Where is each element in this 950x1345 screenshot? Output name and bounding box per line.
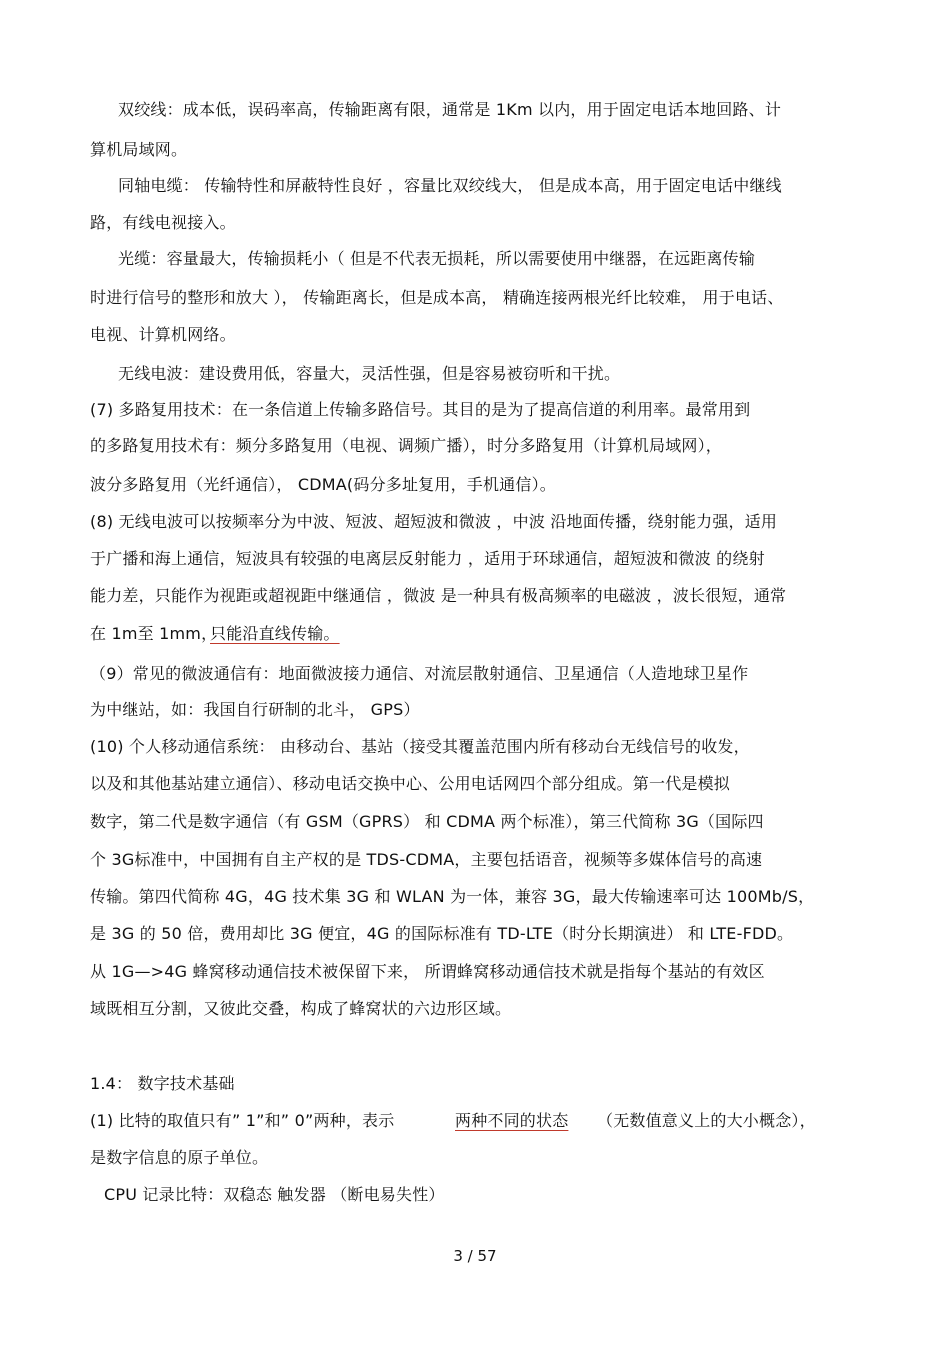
- text-line: 从 1G—>4G 蜂窝移动通信技术被保留下来， 所谓蜂窝移动通信技术就是指每个基站的有效区: [90, 962, 765, 981]
- text-line: 时进行信号的整形和放大 ）， 传输距离长，但是成本高， 精确连接两根光纤比较难， 用于电话、: [90, 288, 784, 307]
- text-line: 光缆：容量最大，传输损耗小（ 但是不代表无损耗，所以需要使用中继器，在远距离传输: [118, 249, 756, 268]
- text-line: CPU 记录比特：双稳态 触发器 （断电易失性）: [104, 1185, 445, 1204]
- text-line: 是 3G 的 50 倍，费用却比 3G 便宜，4G 的国际标准有 TD-LTE（时分长期演进） 和 LTE-FDD。: [90, 924, 794, 943]
- text-line: (1) 比特的取值只有” 1”和” 0”两种，表示: [90, 1111, 395, 1130]
- text-line: 波分多路复用（光纤通信）， CDMA(码分多址复用，手机通信）。: [90, 475, 556, 494]
- text-line: 个 3G标准中，中国拥有自主产权的是 TDS-CDMA，主要包括语音，视频等多媒体信号的高速: [90, 850, 763, 869]
- text-line: 路，有线电视接入。: [90, 213, 236, 232]
- text-line: （9）常见的微波通信有：地面微波接力通信、对流层散射通信、卫星通信（人造地球卫星作: [90, 664, 749, 683]
- page-number: 3 / 57: [453, 1247, 497, 1265]
- text-line: (8) 无线电波可以按频率分为中波、短波、超短波和微波 ，中波 沿地面传播，绕射能力强，适用: [90, 512, 778, 531]
- text-line: (10) 个人移动通信系统： 由移动台、基站（接受其覆盖范围内所有移动台无线信号的收发，: [90, 737, 750, 756]
- text-line: 数字，第二代是数字通信（有 GSM（GPRS） 和 CDMA 两个标准），第三代简称 3G（国际四: [90, 812, 764, 831]
- text-line: （无数值意义上的大小概念），: [597, 1111, 816, 1130]
- text-line: 为中继站，如：我国自行研制的北斗， GPS）: [90, 700, 420, 719]
- text-line: 同轴电缆： 传输特性和屏蔽特性良好 ，容量比双绞线大， 但是成本高，用于固定电话中继线: [118, 176, 782, 195]
- text-line: 在 1m至 1mm，: [90, 624, 218, 643]
- text-line: 是数字信息的原子单位。: [90, 1148, 269, 1167]
- text-line: 的多路复用技术有：频分多路复用（电视、调频广播），时分多路复用（计算机局域网），: [90, 436, 723, 455]
- text-line: 于广播和海上通信，短波具有较强的电离层反射能力 ，适用于环球通信，超短波和微波 的绕射: [90, 549, 765, 568]
- text-line: 双绞线：成本低，误码率高，传输距离有限，通常是 1Km 以内，用于固定电话本地回路、计: [118, 100, 782, 119]
- text-line: 能力差，只能作为视距或超视距中继通信 ，微波 是一种具有极高频率的电磁波 ，波长很短，通常: [90, 586, 787, 605]
- text-line: 传输。第四代简称 4G，4G 技术集 3G 和 WLAN 为一体，兼容 3G，最大传输速率可达 100Mb/S，: [90, 887, 815, 906]
- text-line: 电视、计算机网络。: [90, 325, 236, 344]
- text-line: 算机局域网。: [90, 140, 188, 159]
- text-line: (7) 多路复用技术：在一条信道上传输多路信号。其目的是为了提高信道的利用率。最常用到: [90, 400, 751, 419]
- text-line: 域既相互分割，又彼此交叠，构成了蜂窝状的六边形区域。: [90, 999, 512, 1018]
- underlined-text: 两种不同的状态: [455, 1111, 569, 1130]
- section-heading: 1.4： 数字技术基础: [90, 1074, 235, 1093]
- underlined-text: 只能沿直线传输。: [210, 624, 340, 643]
- text-line: 无线电波：建设费用低，容量大，灵活性强，但是容易被窃听和干扰。: [118, 364, 621, 383]
- text-line: 以及和其他基站建立通信）、移动电话交换中心、公用电话网四个部分组成。第一代是模拟: [90, 774, 731, 793]
